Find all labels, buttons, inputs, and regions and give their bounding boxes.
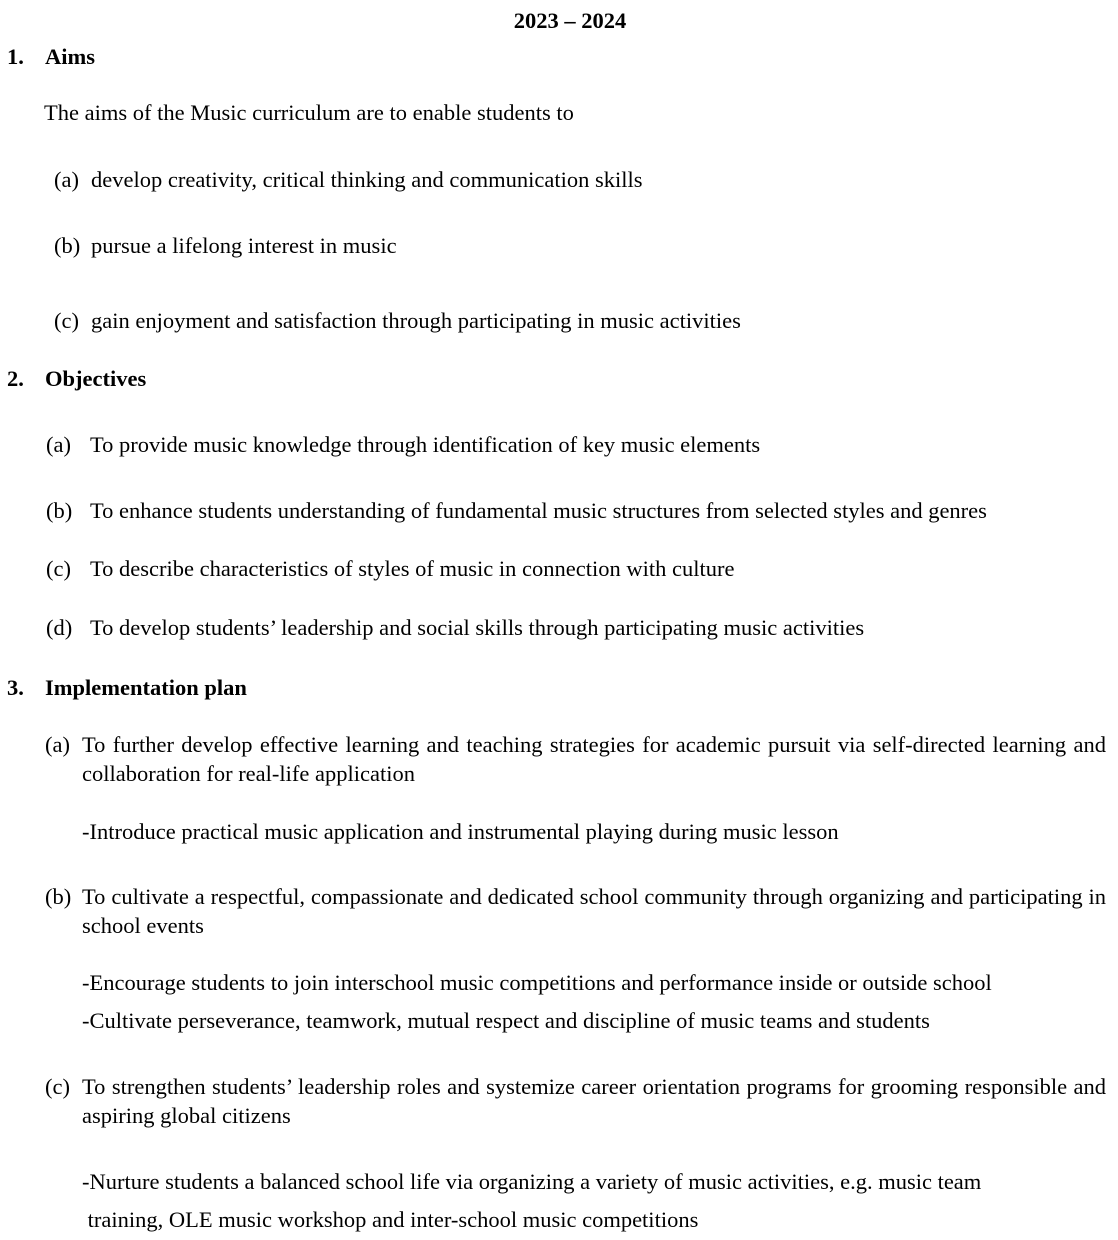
aims-item-a-text: develop creativity, critical thinking and communication skills — [91, 167, 643, 192]
section-number-implementation: 3. — [7, 675, 24, 700]
implementation-item-c-point-2: training, OLE music workshop and inter-school music competitions — [82, 1207, 699, 1232]
objectives-item-b-marker: (b) — [46, 498, 73, 523]
implementation-item-b-point-1: -Encourage students to join interschool music competitions and performance inside or outside school — [82, 970, 992, 995]
aims-item-c-marker: (c) — [54, 308, 79, 333]
objectives-item-d-marker: (d) — [46, 615, 73, 640]
objectives-item-c-text: To describe characteristics of styles of music in connection with culture — [90, 556, 735, 581]
objectives-item-a-text: To provide music knowledge through identification of key music elements — [90, 432, 761, 457]
aims-item-c-text: gain enjoyment and satisfaction through participating in music activities — [91, 308, 741, 333]
objectives-item-d-text: To develop students’ leadership and social skills through participating music activities — [90, 615, 865, 640]
implementation-item-c-marker: (c) — [45, 1074, 70, 1099]
implementation-item-b-point-2: -Cultivate perseverance, teamwork, mutual respect and discipline of music teams and students — [82, 1008, 930, 1033]
section-heading-implementation: Implementation plan — [45, 675, 247, 700]
implementation-item-a-marker: (a) — [45, 732, 70, 757]
aims-item-b-marker: (b) — [54, 233, 81, 258]
aims-intro: The aims of the Music curriculum are to enable students to — [44, 100, 574, 125]
aims-item-a-marker: (a) — [54, 167, 79, 192]
implementation-item-c-point-1: -Nurture students a balanced school life via organizing a variety of music activities, e.g. music team — [82, 1169, 982, 1194]
section-number-aims: 1. — [7, 44, 24, 69]
section-heading-aims: Aims — [45, 44, 95, 69]
document-year: 2023 – 2024 — [513, 8, 627, 33]
section-number-objectives: 2. — [7, 366, 24, 391]
objectives-item-b-text: To enhance students understanding of fundamental music structures from selected styles and genres — [90, 498, 987, 523]
aims-item-b-text: pursue a lifelong interest in music — [91, 233, 397, 258]
objectives-item-c-marker: (c) — [46, 556, 71, 581]
implementation-item-a-text: To further develop effective learning and teaching strategies for academic pursuit via self-directed learning and collaboration for real-life application — [82, 732, 1106, 786]
section-heading-objectives: Objectives — [45, 366, 147, 391]
implementation-item-b-text: To cultivate a respectful, compassionate and dedicated school community through organizing and participating in school events — [82, 884, 1106, 938]
implementation-item-b-marker: (b) — [45, 884, 72, 909]
implementation-item-a-point-1: -Introduce practical music application and instrumental playing during music lesson — [82, 819, 839, 844]
objectives-item-a-marker: (a) — [46, 432, 71, 457]
implementation-item-c-text: To strengthen students’ leadership roles and systemize career orientation programs for grooming responsible and aspiring global citizens — [82, 1074, 1106, 1128]
